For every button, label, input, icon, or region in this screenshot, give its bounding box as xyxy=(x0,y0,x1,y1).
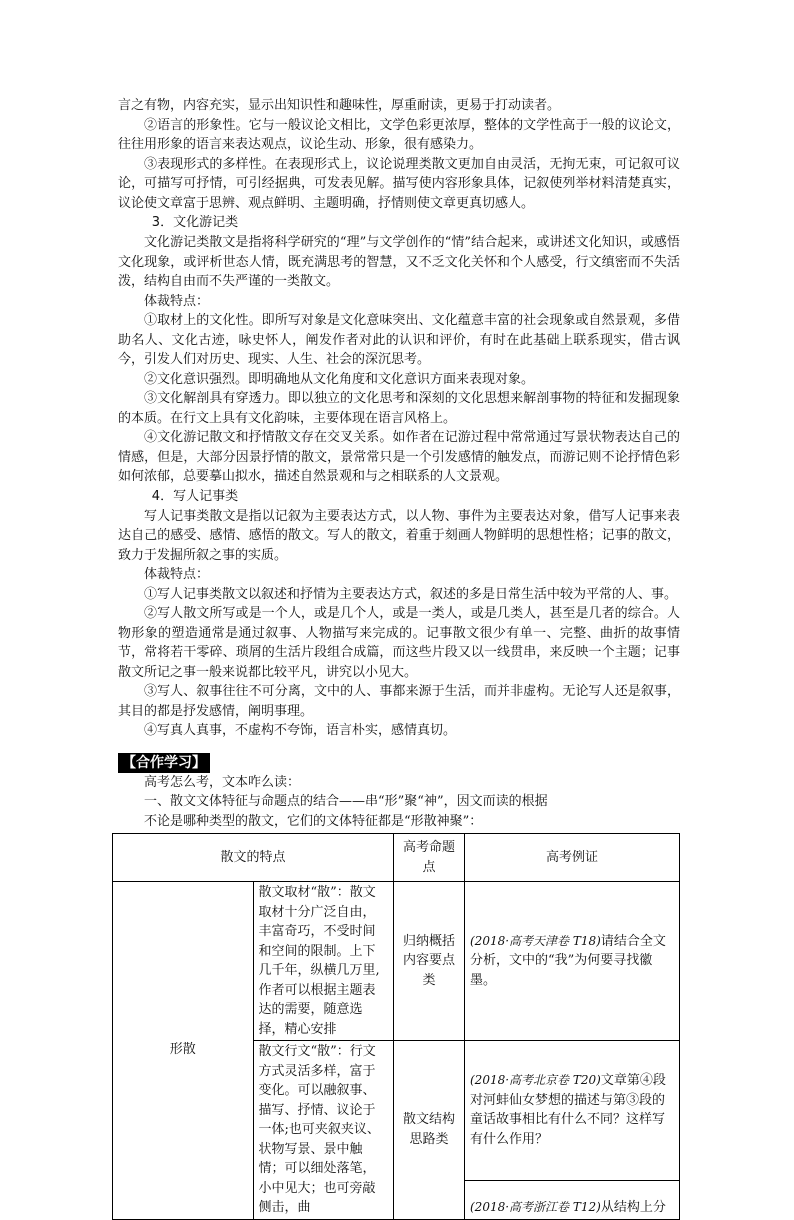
intro-point-3: ③表现形式的多样性。在表现形式上，议论说理类散文更加自由灵活，无拘无束，可记叙可议论，可描写可抒情，可引经据典，可发表见解。描写使内容形象具体，记叙使列举材料清楚真实，议论使文章富于思辨、观点鲜明、主题明确，抒情则使文章更真切感人。 xyxy=(118,156,680,211)
intro-continued-line: 言之有物，内容充实，显示出知识性和趣味性，厚重耐读，更易于打动读者。 xyxy=(118,98,561,113)
row-1-point: 归纳概括内容要点类 xyxy=(394,882,465,1041)
table-header-row xyxy=(113,834,680,882)
example-source: (2018·高考北京卷 T20) xyxy=(470,1073,601,1088)
section-3-title: 3．文化游记类 xyxy=(151,215,239,230)
coop-para: 不论是哪种类型的散文，它们的文体特征都是“形散神聚”： xyxy=(144,813,483,829)
section-4-feature-1: ①写人记事类散文以叙述和抒情为主要表达方式，叙述的多是日常生活中较为平常的人、事。 xyxy=(144,586,678,602)
section-4-feature-3: ③写人、叙事往往不可分离，文中的人、事都来源于生活，而并非虚构。无论写人还是叙事，其目的都是抒发感情，阐明事理。 xyxy=(118,684,680,719)
row-2-example-2 xyxy=(465,1180,680,1219)
section-4-feature-2: ②写人散文所写或是一个人，或是几个人，或是一类人，或是几类人，甚至是几者的综合。人物形象的塑造通常是通过叙事、人物描写来完成的。记事散文很少有单一、完整、曲折的故事情节，常将若干零碎、琐屑的生活片段组合成篇，而这些片段又以一线贯串，来反映一个主题；记事散文所记之事一般来说都比较平凡，讲究以小见大。 xyxy=(118,606,680,680)
coop-lead: 高考怎么考，文本咋么读： xyxy=(144,774,301,790)
cooperative-learning-label: 【合作学习】 xyxy=(118,753,210,773)
section-4-title: 4．写人记事类 xyxy=(151,488,239,504)
section-3-feature-2: ②文化意识强烈。即明确地从文化角度和文化意识方面来表现对象。 xyxy=(144,371,535,387)
group-label: 形散 xyxy=(113,882,254,1220)
row-1-example xyxy=(465,882,680,1041)
section-3-definition: 文化游记类散文是指将科学研究的“理”与文学创作的“情”结合起来，或讲述文化知识，或感悟文化现象，或评析世态人情，既充满思考的智慧，又不乏文化关怀和个人感受，行文缜密而不失活泼，结构自由而不失严谨的一类散文。 xyxy=(118,235,680,289)
header-point: 高考命题点 xyxy=(394,834,465,882)
section-3-feature-1: ①取材上的文化性。即所写对象是文化意味突出、文化蕴意丰富的社会现象或自然景观，多借助名人、文化古迹，咏史怀人，阐发作者对此的认识和评价，有时在此基础上联系现实，借古讽今，引发人们对历史、现实、人生、社会的深沉思考。 xyxy=(118,313,680,367)
intro-point-2: ②语言的形象性。它与一般议论文相比，文学色彩更浓厚，整体的文学性高于一般的议论文，往往用形象的语言来表达观点，议论生动、形象，很有感染力。 xyxy=(118,117,680,152)
section-4-definition: 写人记事类散文是指以记叙为主要表达方式，以人物、事件为主要表达对象，借写人记事来表达自己的感受、感情、感悟的散文。写人的散文，着重于刻画人物鲜明的思想性格；记事的散文，致力于发掘所叙之事的实质。 xyxy=(118,508,680,563)
example-text: 请结合全文分析，文中的“我”为何要寻找徽墨。 xyxy=(470,933,666,988)
coop-heading-1: 一、散文文体特征与命题点的结合——串“形”聚“神”，因文而读的根据 xyxy=(144,794,548,809)
document-page xyxy=(118,96,680,1220)
row-2-example-1 xyxy=(465,1041,680,1181)
example-source: (2018·高考浙江卷 T12) xyxy=(470,1200,601,1214)
row-1-feature: 散文取材“散”：散文取材十分广泛自由，丰富奇巧，不受时间和空间的限制。上下几千年，纵横几万里,作者可以根据主题表达的需要，随意选择，精心安排 xyxy=(253,882,394,1041)
row-2-feature: 散文行文“散”：行文方式灵活多样，富于变化。可以融叙事、描写、抒情、议论于一体;也可夹叙夹议、状物写景、景中触情；可以细处落笔，小中见大；也可旁敲侧击，曲 xyxy=(253,1041,394,1220)
section-4-features-label: 体裁特点： xyxy=(144,567,210,582)
section-3-feature-4: ④文化游记散文和抒情散文存在交叉关系。如作者在记游过程中常常通过写景状物表达自己的情感，但是，大部分因景抒情的散文，景常常只是一个引发感情的触发点，而游记则不论抒情色彩如何浓郁，总要摹山拟水，描述自然景观和与之相联系的人文景观。 xyxy=(118,430,680,484)
example-source: (2018·高考天津卷 T18) xyxy=(470,933,601,948)
header-examples: 高考例证 xyxy=(465,834,680,882)
section-3-feature-3: ③文化解剖具有穿透力。即以独立的文化思考和深刻的文化思想来解剖事物的特征和发掘现象的本质。在行文上具有文化韵味，主要体现在语言风格上。 xyxy=(118,391,680,426)
example-text: 从结构上分 xyxy=(600,1200,666,1215)
features-table xyxy=(112,833,680,1220)
row-2-point: 散文结构思路类 xyxy=(394,1041,465,1220)
section-3-features-label: 体裁特点： xyxy=(144,293,210,309)
header-feature: 散文的特点 xyxy=(113,834,394,882)
example-text: 文章第④段对河蚌仙女梦想的描述与第③段的童话故事相比有什么不同？这样写有什么作用？ xyxy=(470,1073,666,1147)
section-4-feature-4: ④写真人真事，不虚构不夸饰，语言朴实，感情真切。 xyxy=(144,723,457,738)
table-row xyxy=(113,882,680,1041)
